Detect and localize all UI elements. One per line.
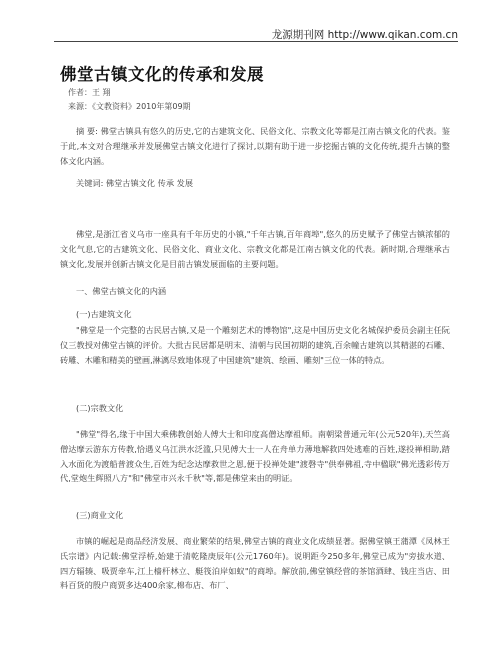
source-line: 来源：《文教资料》2010年第09期 [68, 102, 191, 111]
subsection-heading: (二)宗教文化 [76, 403, 124, 413]
author-line: 作者：王 翔 [68, 88, 111, 97]
keywords-line: 关键词: 佛堂古镇文化 传承 发展 [76, 178, 194, 188]
section-heading: 一、佛堂古镇文化的内涵 [76, 286, 167, 296]
section-paragraph: 市镇的崛起是商品经济发展、商业繁荣的结果,佛堂古镇的商业文化成绩显著。据佛堂镇王蒲潭《凤林王氏宗谱》内记载:佛堂浮桥,始建于清乾隆庚辰年(公元1760年)。说明距今250多年,佛堂已成为"旁拔水道、四方辐辏、吸贾牵车,江上樯杆林立、艇筏泊岸如蚁"的商埠。解放前,佛堂镇经营的茶馆酒肆、钱庄当店、田料百货的殷户商贾多达400余家,棉布店、布厂、 [60, 536, 450, 591]
article-title: 佛堂古镇文化的传承和发展 [60, 65, 264, 84]
intro-paragraph: 佛堂,是浙江省义乌市一座具有千年历史的小镇,"千年古镇,百年商埠",悠久的历史赋予了佛堂古镇浓郁的文化气息,它的古建筑文化、民俗文化、商业文化、宗教文化都是江南古镇文化的代表。新时期,合理继承古镇文化,发展并创新古镇文化是目前古镇发展面临的主要问题。 [60, 229, 450, 269]
header-divider [54, 41, 458, 42]
subsection-heading: (三)商业文化 [76, 510, 124, 520]
abstract-paragraph: 摘 要: 佛堂古镇具有悠久的历史,它的古建筑文化、民俗文化、宗教文化等都是江南古镇文化的代表。鉴于此,本文对合理继承并发展佛堂古镇文化进行了探讨,以期有助于进一步挖掘古镇的文化传统,提升古镇的整体文化内涵。 [60, 126, 450, 166]
section-paragraph: "佛堂是一个完整的古民居古镇,又是一个雕刻艺术的博物馆",这是中国历史文化名城保护委员会副主任阮仪三教授对佛堂古镇的评价。大批古民居都是明末、清朝与民国初期的建筑,百余幢古建筑以其精湛的石雕、砖雕、木雕和精美的壁画,淋漓尽致地体现了中国建筑"建筑、绘画、雕刻"三位一体的特点。 [60, 325, 450, 365]
header-site-url[interactable]: 龙源期刊网 http://www.qikan.com.cn [271, 29, 458, 41]
subsection-heading: (一)古建筑文化 [76, 309, 132, 319]
section-paragraph: "佛堂"得名,缘于中国大乘佛教创始人傅大士和印度高僧达摩祖师。南朝梁普通元年(公元520年),天竺高僧达摩云游东方传教,恰遇义乌江洪水泛滥,只见傅大士一人在舟单力薄地解救四处逃难的百姓,遂投禅相助,踏入水面化为渡船普渡众生,百姓为纪念达摩救世之恩,便于投禅处建"渡磬寺"供奉佛祖,寺中楹联"佛光透彩传万代,堂炮生辉照八方"和"佛堂市兴永千秋"等,都是佛堂来由的明证。 [60, 429, 450, 484]
